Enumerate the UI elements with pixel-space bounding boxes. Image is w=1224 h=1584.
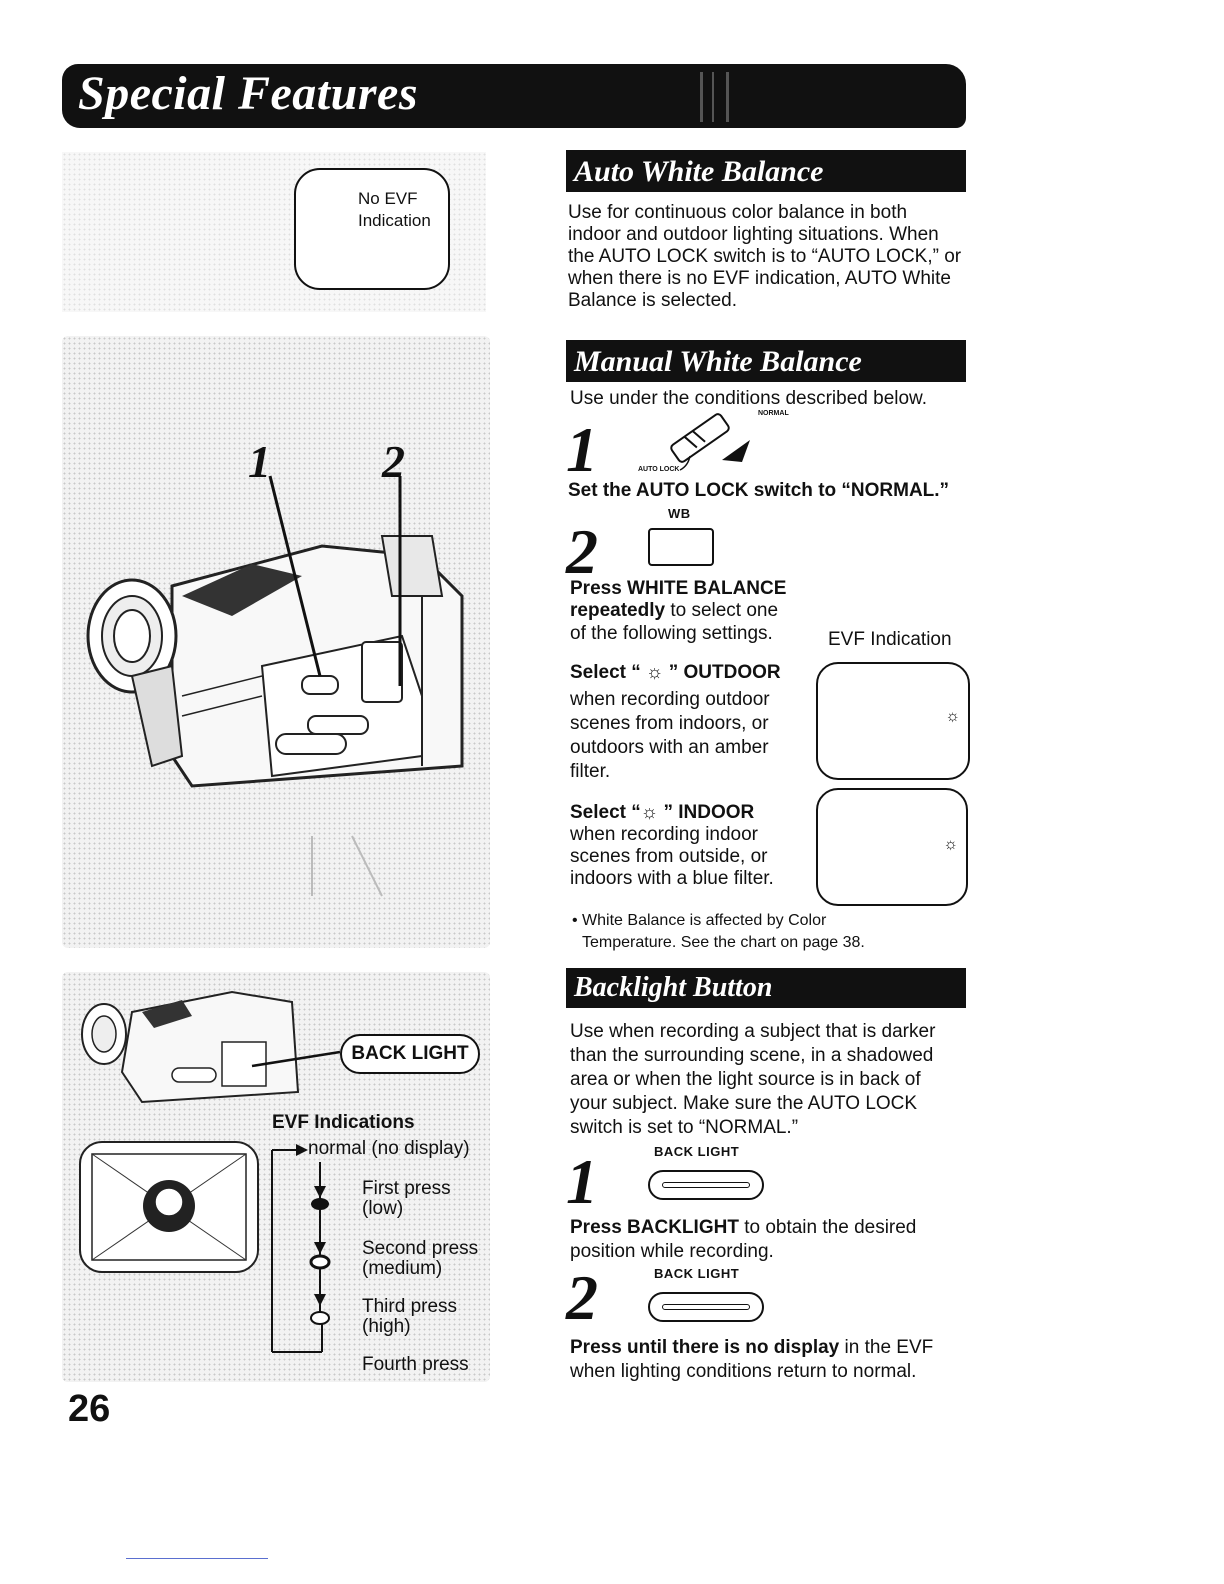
camcorder-drawing	[62, 336, 490, 948]
back-light-callout: BACK LIGHT	[340, 1034, 480, 1074]
evf-item-normal: normal (no display)	[308, 1138, 470, 1159]
indoor-heading-post: ” INDOOR	[658, 802, 755, 823]
outdoor-heading-post: ” OUTDOOR	[663, 662, 781, 683]
outdoor-body: when recording outdoor scenes from indoors, or outdoors with an amber filter.	[570, 689, 770, 782]
evf-item-second-sub: (medium)	[362, 1258, 443, 1279]
switch-autolock-label: AUTO LOCK	[638, 466, 680, 473]
wb-instr-repeatedly: repeatedly	[570, 600, 666, 621]
wb-note-line2: Temperature. See the chart on page 38.	[582, 934, 865, 951]
backlight-step1-bold: Press BACKLIGHT	[570, 1217, 739, 1238]
indoor-heading	[570, 802, 754, 824]
backlight-step2-button-label: BACK LIGHT	[654, 1266, 740, 1281]
evf-item-second: Second press	[362, 1238, 479, 1259]
backlight-step2-bold: Press until there is no display	[570, 1337, 840, 1358]
auto-wb-body: Use for continuous color balance in both indoor and outdoor lighting situations. When the AUTO LOCK switch is to “AUTO LOCK,” or when there is no EVF indication, AUTO White Balance is selected.	[568, 202, 962, 311]
manual-wb-step1-number: 1	[566, 414, 598, 485]
wb-instr-select: to select one	[665, 600, 779, 621]
backlight-heading: Backlight Button	[566, 968, 966, 1008]
backlight-step2-number: 2	[566, 1262, 598, 1333]
outdoor-evf-box	[816, 662, 970, 780]
wb-instr-line2	[570, 600, 778, 622]
backlight-step1-instruction	[570, 1216, 950, 1264]
backlight-button-icon-2	[648, 1292, 764, 1322]
backlight-body: Use when recording a subject that is darker than the surrounding scene, in a shadowed area or when the light source is in back of your subject. Make sure the AUTO LOCK switch is set to “NORMAL.”	[570, 1021, 936, 1138]
wb-button-label: WB	[668, 506, 691, 521]
indoor-heading-pre: Select “	[570, 802, 641, 823]
outdoor-evf-icon: ☼	[945, 708, 960, 725]
outdoor-heading-pre: Select “	[570, 662, 647, 683]
indoor-evf-box	[816, 788, 968, 906]
manual-wb-step1-instruction: Set the AUTO LOCK switch to “NORMAL.”	[568, 480, 950, 501]
evf-item-first-sub: (low)	[362, 1198, 404, 1219]
evf-item-first: First press	[362, 1178, 451, 1199]
backlight-step1-button-label: BACK LIGHT	[654, 1144, 740, 1159]
backlight-step1-rest: to obtain the desired position while recording.	[570, 1217, 917, 1262]
wb-instr-line3: of the following settings.	[570, 623, 773, 644]
wb-button-icon	[648, 528, 714, 566]
evf-indication-label: EVF Indication	[828, 629, 952, 650]
indoor-body: when recording indoor scenes from outside, or indoors with a blue filter.	[570, 824, 774, 889]
evf-indications-heading: EVF Indications	[272, 1112, 415, 1133]
wb-note-line1: • White Balance is affected by Color	[572, 912, 827, 929]
bottom-rule	[126, 1558, 268, 1559]
no-evf-box	[294, 168, 450, 290]
backlight-button-icon	[648, 1170, 764, 1200]
banner-speck	[700, 72, 703, 122]
manual-wb-step2-number: 2	[566, 516, 598, 587]
outdoor-sun-icon: ☼	[646, 662, 664, 683]
page-number: 26	[68, 1388, 111, 1430]
page-title: Special Features	[78, 67, 418, 120]
no-evf-line1: No EVF	[358, 189, 418, 208]
camcorder-illustration	[62, 336, 490, 948]
wb-instr-line1: Press WHITE BALANCE	[570, 578, 787, 599]
backlight-illustration	[62, 972, 490, 1382]
outdoor-heading	[570, 662, 781, 684]
no-evf-line2: Indication	[358, 211, 431, 230]
callout-2: 2	[382, 436, 405, 487]
backlight-step2-rest: in the EVF when lighting conditions return to normal.	[570, 1337, 934, 1382]
evf-item-fourth: Fourth press	[362, 1354, 469, 1375]
switch-normal-label: NORMAL	[758, 410, 789, 417]
auto-wb-heading: Auto White Balance	[566, 150, 966, 192]
evf-item-third-sub: (high)	[362, 1316, 411, 1337]
indoor-evf-icon: ☼	[943, 836, 958, 853]
indoor-bulb-icon: ☼	[640, 802, 659, 823]
manual-wb-intro: Use under the conditions described below.	[570, 388, 928, 409]
callout-1: 1	[248, 436, 271, 487]
backlight-step1-number: 1	[566, 1146, 598, 1217]
evf-item-third: Third press	[362, 1296, 458, 1317]
banner-speck	[712, 72, 714, 122]
manual-wb-heading: Manual White Balance	[566, 340, 966, 382]
banner-speck	[726, 72, 729, 122]
backlight-step2-instruction	[570, 1336, 960, 1384]
backlight-button-slot	[662, 1182, 750, 1188]
backlight-button-slot-2	[662, 1304, 750, 1310]
